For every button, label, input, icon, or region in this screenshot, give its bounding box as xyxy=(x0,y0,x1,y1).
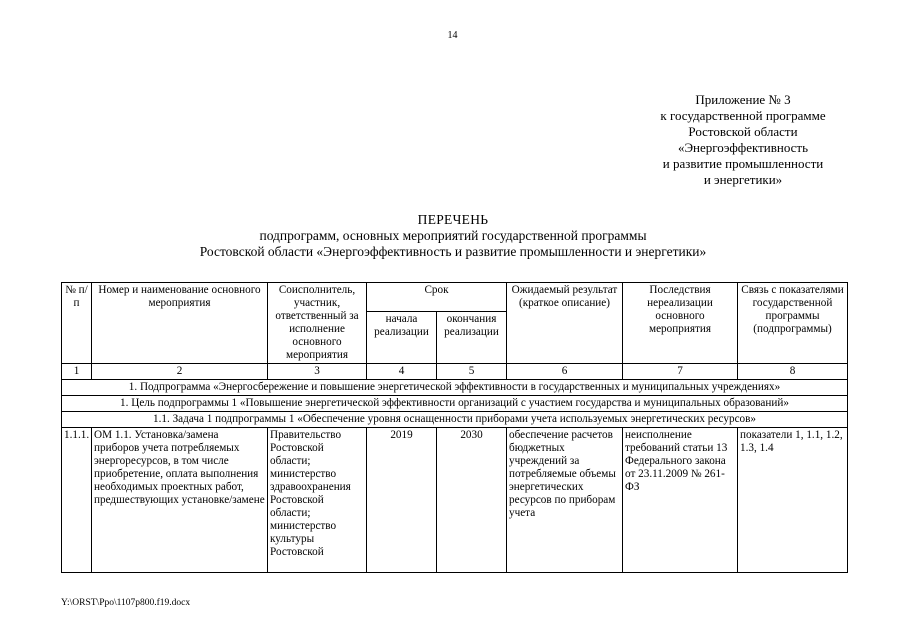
document-subtitle: Ростовской области «Энергоэффективность и развитие промышленности и энергетики» xyxy=(199,244,707,259)
document-subtitle: подпрограмм, основных мероприятий государственной программы xyxy=(259,228,647,243)
header-end: окончания реализации xyxy=(437,311,507,363)
appendix-line: Ростовской области xyxy=(688,124,798,139)
row-consequences: неисполнение требований статьи 13 Федерального закона от 23.11.2009 № 261-ФЗ xyxy=(623,428,738,573)
file-path: Y:\ORST\Ppo\1107p800.f19.docx xyxy=(61,598,191,608)
header-executor: Соисполнитель, участник, ответственный за исполнение основного мероприятия xyxy=(268,283,367,364)
column-number: 2 xyxy=(92,364,268,380)
header-start: начала реализации xyxy=(367,311,437,363)
header-result: Ожидаемый результат (краткое описание) xyxy=(507,283,623,364)
column-number-row xyxy=(62,364,848,380)
document-title: ПЕРЕЧЕНЬ xyxy=(417,212,489,227)
header-num: № п/п xyxy=(62,283,92,364)
column-number: 3 xyxy=(268,364,367,380)
header-consequences: Последствия нереализации основного мероприятия xyxy=(623,283,738,364)
column-number: 4 xyxy=(367,364,437,380)
column-number: 1 xyxy=(62,364,92,380)
header-link: Связь с показателями государственной программы (подпрограммы) xyxy=(738,283,848,364)
appendix-line: к государственной программе xyxy=(660,108,826,123)
row-start: 2019 xyxy=(367,428,437,573)
section-row xyxy=(62,412,848,428)
document-heading xyxy=(60,212,846,260)
header-name: Номер и наименование основного мероприятия xyxy=(92,283,268,364)
column-number: 7 xyxy=(623,364,738,380)
appendix-line: «Энергоэффективность xyxy=(677,140,809,155)
column-number: 8 xyxy=(738,364,848,380)
header-term: Срок xyxy=(367,283,507,312)
task-row: 1.1. Задача 1 подпрограммы 1 «Обеспечение уровня оснащенности приборами учета используемых энергетических ресурсов» xyxy=(62,412,848,428)
table-row xyxy=(62,428,848,573)
row-executor: Правительство Ростовской области; министерство здравоохранения Ростовской области; министерство культуры Ростовской xyxy=(268,428,367,573)
appendix-block xyxy=(640,92,846,188)
row-end: 2030 xyxy=(437,428,507,573)
column-number: 6 xyxy=(507,364,623,380)
appendix-line: и энергетики» xyxy=(703,172,783,187)
section-row xyxy=(62,380,848,396)
subprogram-row: 1. Подпрограмма «Энергосбережение и повышение энергетической эффективности в государственных и муниципальных учреждениях» xyxy=(62,380,848,396)
appendix-line: и развитие промышленности xyxy=(662,156,824,171)
row-name: ОМ 1.1. Установка/замена приборов учета потребляемых энергоресурсов, в том числе приобретение, оплата выполнения необходимых проектных работ, предшествующих установке/замене xyxy=(92,428,268,573)
table-header-row xyxy=(62,283,848,312)
measures-table xyxy=(61,282,848,573)
section-row xyxy=(62,396,848,412)
row-result: обеспечение расчетов бюджетных учреждений за потребляемые объемы энергетических ресурсов по приборам учета xyxy=(507,428,623,573)
row-link: показатели 1, 1.1, 1.2, 1.3, 1.4 xyxy=(738,428,848,573)
column-number: 5 xyxy=(437,364,507,380)
row-num: 1.1.1. xyxy=(62,428,92,573)
page-number: 14 xyxy=(447,30,458,41)
goal-row: 1. Цель подпрограммы 1 «Повышение энергетической эффективности организаций с участием государства и муниципальных образований» xyxy=(62,396,848,412)
appendix-line: Приложение № 3 xyxy=(695,92,791,107)
